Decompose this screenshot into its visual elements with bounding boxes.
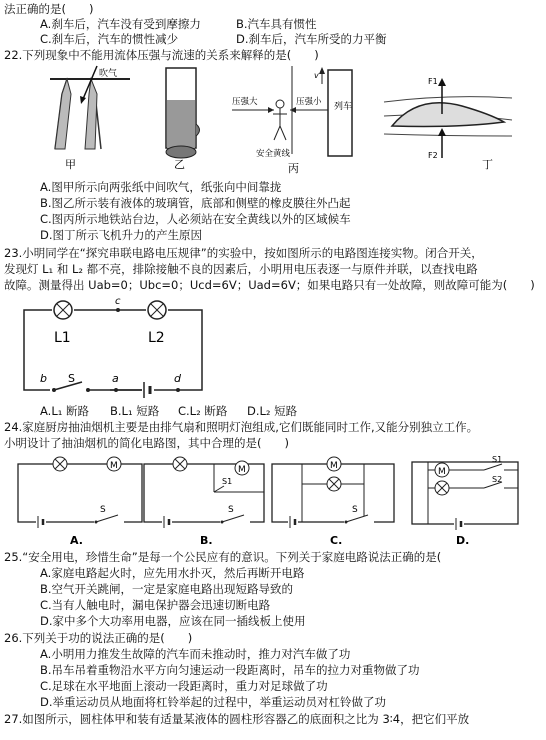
svg-text:M: M (110, 461, 118, 471)
svg-text:M: M (330, 461, 338, 471)
q21-stem-tail: 法正确的是( ) (4, 2, 94, 16)
svg-text:S: S (352, 505, 358, 515)
q23-stem-line-2: 发现灯 L₁ 和 L₂ 都不亮，排除接触不良的因素后，小明用电压表逐一与原件并联，以查找电路 (4, 262, 478, 276)
q24-circuit-a (18, 457, 142, 528)
q22-stem: 22.下列现象中不能用流体压强与流速的关系来解释的是( ) (4, 48, 319, 62)
q22-label-f1: F1 (428, 77, 438, 86)
q22-option-b: B.图乙所示装有液体的玻璃管，底部和侧壁的橡皮膜往外凸起 (40, 196, 351, 210)
q24-circuit-c (272, 457, 394, 528)
q25-option-d: D.家中多个大功率用电器，应该在同一插线板上使用 (40, 614, 306, 628)
q24-option-d: D. (456, 534, 470, 547)
q22-option-a: A.图甲所示向两张纸中间吹气，纸张向中间靠拢 (40, 180, 282, 194)
q23-option-b: B.L₁ 短路 (110, 404, 160, 418)
q24-option-c: C. (330, 534, 343, 547)
q24-circuit-b (144, 457, 264, 528)
q22-figure-yi (158, 64, 208, 176)
svg-text:L1: L1 (54, 330, 71, 346)
q26-option-b: B.吊车吊着重物沿水平方向匀速运动一段距离时，吊车的拉力对重物做了功 (40, 663, 420, 677)
q21-option-b: B.汽车具有惯性 (236, 17, 317, 31)
q26-option-a: A.小明用力推发生故障的汽车而未推动时，推力对汽车做了功 (40, 647, 351, 661)
q26-option-d: D.举重运动员从地面将杠铃举起的过程中，举重运动员对杠铃做了功 (40, 695, 387, 709)
q22-label-yi: 乙 (174, 158, 185, 171)
svg-text:S1: S1 (222, 477, 233, 486)
q22-option-c: C.图丙所示地铁站台边，人必须站在安全黄线以外的区域候车 (40, 212, 351, 226)
q26-option-c: C.足球在水平地面上滚动一段距离时，重力对足球做了功 (40, 679, 328, 693)
q25-stem: 25.“安全用电，珍惜生命”是每一个公民应有的意识。下列关于家庭电路说法正确的是( (4, 550, 442, 564)
svg-text:S: S (228, 505, 234, 515)
svg-text:a: a (112, 372, 119, 385)
svg-text:S: S (100, 505, 106, 515)
q24-stem-line-2: 小明设计了抽油烟机的简化电路图，其中合理的是( ) (4, 436, 289, 450)
svg-text:M: M (238, 465, 246, 475)
q22-figure-ding (378, 64, 518, 176)
q25-option-a: A.家庭电路起火时，应先用水扑灭，然后再断开电路 (40, 566, 305, 580)
q21-option-a: A.刹车后，汽车没有受到摩擦力 (40, 17, 201, 31)
q23-option-a: A.L₁ 断路 (40, 404, 89, 418)
q21-option-d: D.刹车后，汽车所受的力平衡 (236, 32, 387, 46)
svg-text:S2: S2 (492, 475, 503, 484)
q23-option-c: C.L₂ 断路 (178, 404, 228, 418)
q24-circuit-diagrams (14, 452, 524, 548)
q22-label-blow: 吹气 (99, 69, 118, 79)
q24-option-a: A. (70, 534, 83, 547)
q22-label-v: v (314, 71, 319, 80)
q22-label-ding: 丁 (482, 158, 493, 171)
q22-label-jia: 甲 (65, 158, 76, 171)
q22-label-p-big: 压强大 (232, 97, 258, 107)
q24-stem-line-1: 24.家庭厨房抽油烟机主要是由排气扇和照明灯泡组成,它们既能同时工作,又能分别独立工作。 (4, 420, 479, 434)
q24-circuit-d (412, 455, 518, 530)
svg-text:b: b (40, 372, 47, 385)
q22-label-safety: 安全黄线 (256, 149, 291, 159)
q27-stem: 27.如图所示，圆柱体甲和装有适量某液体的圆柱形容器乙的底面积之比为 3∶4，把它们平放 (4, 712, 470, 726)
q25-option-b: B.空气开关跳闸，一定是家庭电路出现短路导致的 (40, 582, 294, 596)
q26-stem: 26.下列关于功的说法正确的是( ) (4, 631, 193, 645)
q25-option-c: C.当有人触电时，漏电保护器会迅速切断电路 (40, 598, 271, 612)
q23-option-d: D.L₂ 短路 (247, 404, 298, 418)
svg-text:c: c (115, 296, 121, 307)
q22-figure-jia (45, 64, 140, 176)
q22-option-d: D.图丁所示飞机升力的产生原因 (40, 228, 203, 242)
q22-label-f2: F2 (428, 151, 438, 160)
svg-text:S: S (68, 372, 75, 385)
q21-option-c: C.刹车后，汽车的惯性减少 (40, 32, 179, 46)
svg-text:M: M (438, 467, 446, 477)
svg-text:S1: S1 (492, 455, 503, 464)
q24-option-b: B. (200, 534, 213, 547)
q23-circuit-diagram (18, 296, 210, 402)
q23-stem-line-3: 故障。测量得出 Uab=0；Ubc=0；Ucd=6V；Uad=6V；如果电路只有一处故障，则故障可能为( ) (4, 278, 535, 292)
q22-label-train-1: 列车 (334, 102, 353, 112)
svg-text:L2: L2 (148, 330, 165, 346)
q22-label-bing: 丙 (288, 162, 299, 175)
svg-text:d: d (174, 372, 181, 385)
q22-figure-bing (228, 64, 358, 176)
q22-label-p-small: 压强小 (296, 97, 322, 107)
q23-stem-line-1: 23.小明同学在“探究串联电路电压规律”的实验中，按如图所示的电路图连接实物。闭合开关， (4, 246, 483, 260)
